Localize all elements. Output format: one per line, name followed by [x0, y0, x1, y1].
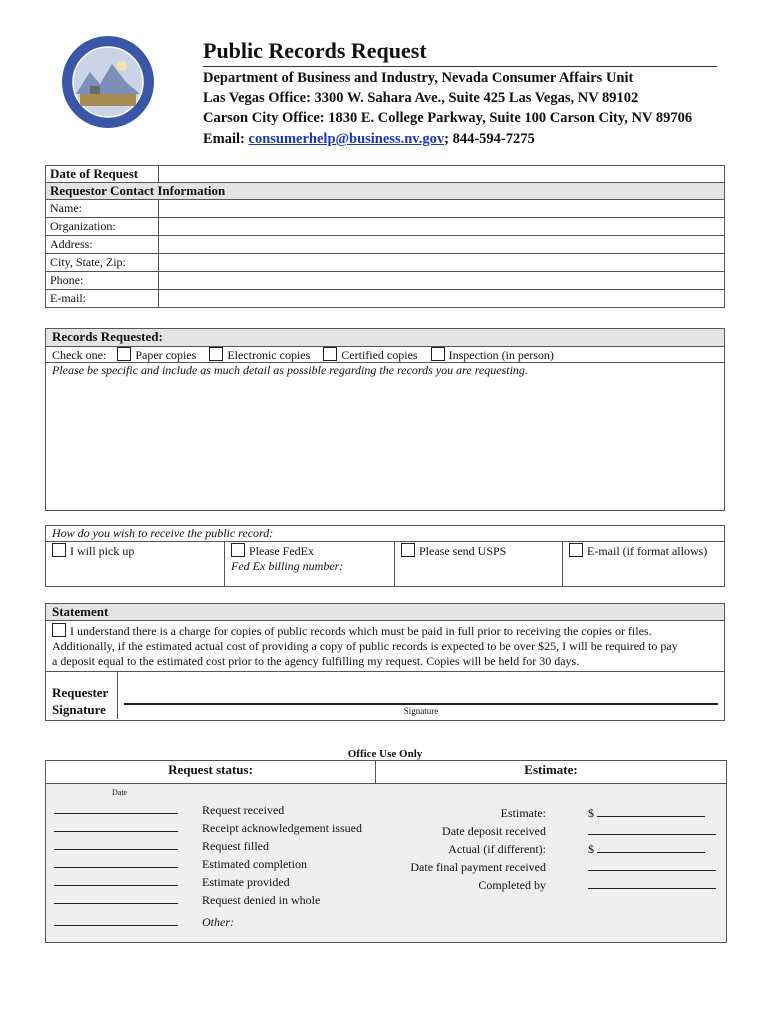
date-blank[interactable]: [54, 801, 178, 814]
city-state-zip-field[interactable]: [159, 254, 725, 272]
records-description-area[interactable]: [46, 363, 724, 510]
email-field[interactable]: [159, 290, 725, 308]
estimate-blank[interactable]: [597, 804, 705, 817]
dollar-sign: $: [588, 806, 594, 820]
estimate-heading: Estimate:: [524, 762, 578, 777]
checkbox[interactable]: [117, 347, 131, 361]
delivery-pickup[interactable]: [46, 542, 225, 586]
signature-line: [124, 703, 718, 705]
option-paper-copies[interactable]: [117, 348, 196, 362]
records-requested-section: [45, 328, 725, 511]
status-estimate-provided: Estimate provided: [202, 875, 290, 889]
contact-table: [45, 165, 725, 308]
phone-field[interactable]: [159, 272, 725, 290]
date-blank[interactable]: [54, 873, 178, 886]
statement-section: [45, 603, 725, 721]
email-label: Email:: [203, 131, 249, 147]
statement-text: [46, 621, 724, 669]
check-one-label: Check one:: [52, 348, 107, 362]
status-estimated-completion: Estimated completion: [202, 857, 307, 871]
option-electronic-copies[interactable]: [209, 348, 310, 362]
date-of-request-field[interactable]: [159, 166, 725, 183]
checkbox[interactable]: [231, 543, 245, 557]
deposit-date-blank[interactable]: [588, 822, 716, 835]
request-status-heading: Request status:: [46, 761, 376, 783]
contact-line: [203, 131, 535, 148]
delivery-usps[interactable]: [395, 542, 563, 586]
signature-label-cell: [46, 671, 118, 719]
email-delivery-label: E-mail (if format allows): [587, 544, 708, 558]
date-blank[interactable]: [54, 837, 178, 850]
usps-label: Please send USPS: [419, 544, 507, 558]
form-title: Public Records Request: [203, 38, 427, 63]
option-inspection[interactable]: [431, 348, 554, 362]
office-use-section: [45, 760, 727, 943]
checkbox[interactable]: [569, 543, 583, 557]
final-payment-label: Date final payment received: [410, 860, 546, 874]
option-certified-copies[interactable]: [323, 348, 417, 362]
name-field[interactable]: [159, 200, 725, 218]
dollar-sign: $: [588, 842, 594, 856]
estimate-label: Estimate:: [500, 806, 546, 820]
checkbox[interactable]: [401, 543, 415, 557]
date-column-label: Date: [112, 788, 128, 797]
contact-section-heading: Requestor Contact Information: [46, 183, 725, 200]
actual-cost-label: Actual (if different):: [448, 842, 546, 856]
status-request-received: Request received: [202, 803, 285, 817]
statement-line-2: Additionally, if the estimated actual cost of providing a copy of public records is expected to be over $25, I will be required to pay: [52, 639, 678, 653]
date-blank[interactable]: [54, 913, 178, 926]
delivery-options-row: [46, 541, 724, 586]
department-line: Department of Business and Industry, Nevada Consumer Affairs Unit: [203, 70, 634, 86]
option-label: Paper copies: [135, 348, 197, 362]
completed-by-label: Completed by: [478, 878, 546, 892]
acknowledge-checkbox[interactable]: [52, 623, 66, 637]
name-label: Name:: [46, 200, 159, 218]
email-label-field: E-mail:: [46, 290, 159, 308]
fedex-label: Please FedEx: [249, 544, 314, 558]
las-vegas-office: Las Vegas Office: 3300 W. Sahara Ave., Suite 425 Las Vegas, NV 89102: [203, 90, 639, 106]
organization-label: Organization:: [46, 218, 159, 236]
actual-blank[interactable]: [597, 840, 705, 853]
nevada-state-seal: [60, 34, 156, 130]
estimate-list: [386, 804, 716, 894]
date-of-request-label: Date of Request: [46, 166, 159, 183]
organization-field[interactable]: [159, 218, 725, 236]
status-list: [54, 801, 362, 931]
address-label: Address:: [46, 236, 159, 254]
phone-label: Phone:: [46, 272, 159, 290]
date-deposit-label: Date deposit received: [442, 824, 546, 838]
pickup-label: I will pick up: [70, 544, 135, 558]
completed-by-blank[interactable]: [588, 876, 716, 889]
records-heading: Records Requested:: [46, 329, 724, 347]
signature-caption: Signature: [403, 706, 439, 716]
checkbox[interactable]: [52, 543, 66, 557]
status-receipt-acknowledgement: Receipt acknowledgement issued: [202, 821, 362, 835]
requester-label: Requester: [52, 685, 109, 700]
statement-line-1: I understand there is a charge for copies of public records which must be paid in full prior to receiving the copies or files.: [70, 624, 652, 638]
date-blank[interactable]: [54, 855, 178, 868]
final-payment-blank[interactable]: [588, 858, 716, 871]
title-rule: [203, 66, 717, 67]
statement-heading: Statement: [46, 604, 724, 621]
status-other: Other:: [202, 915, 234, 929]
option-label: Electronic copies: [227, 348, 311, 362]
delivery-section: [45, 525, 725, 587]
status-request-filled: Request filled: [202, 839, 269, 853]
office-use-header-row: [46, 761, 726, 784]
statement-line-3: a deposit equal to the estimated cost prior to the agency fulfilling my request. Copies will be held for 30 days.: [52, 654, 580, 668]
records-instruction: Please be specific and include as much detail as possible regarding the records you are requesting.: [52, 363, 528, 377]
office-use-heading: Office Use Only: [347, 748, 423, 760]
address-field[interactable]: [159, 236, 725, 254]
option-label: Certified copies: [341, 348, 418, 362]
delivery-fedex[interactable]: [225, 542, 395, 586]
option-label: Inspection (in person): [448, 348, 554, 362]
checkbox[interactable]: [323, 347, 337, 361]
carson-city-office: Carson City Office: 1830 E. College Parkway, Suite 100 Carson City, NV 89706: [203, 110, 693, 126]
checkbox[interactable]: [431, 347, 445, 361]
phone-number: ; 844-594-7275: [444, 131, 535, 147]
fedex-billing-label: Fed Ex billing number:: [231, 559, 344, 573]
checkbox[interactable]: [209, 347, 223, 361]
signature-label: Signature: [52, 702, 106, 717]
signature-field[interactable]: [118, 671, 724, 720]
date-blank[interactable]: [54, 819, 178, 832]
city-state-zip-label: City, State, Zip:: [46, 254, 159, 272]
status-request-denied: Request denied in whole: [202, 893, 321, 907]
format-options-row: [46, 347, 724, 363]
email-link[interactable]: consumerhelp@business.nv.gov: [248, 131, 445, 147]
delivery-email[interactable]: [563, 542, 724, 586]
delivery-question: How do you wish to receive the public record:: [52, 526, 274, 540]
date-blank[interactable]: [54, 891, 178, 904]
